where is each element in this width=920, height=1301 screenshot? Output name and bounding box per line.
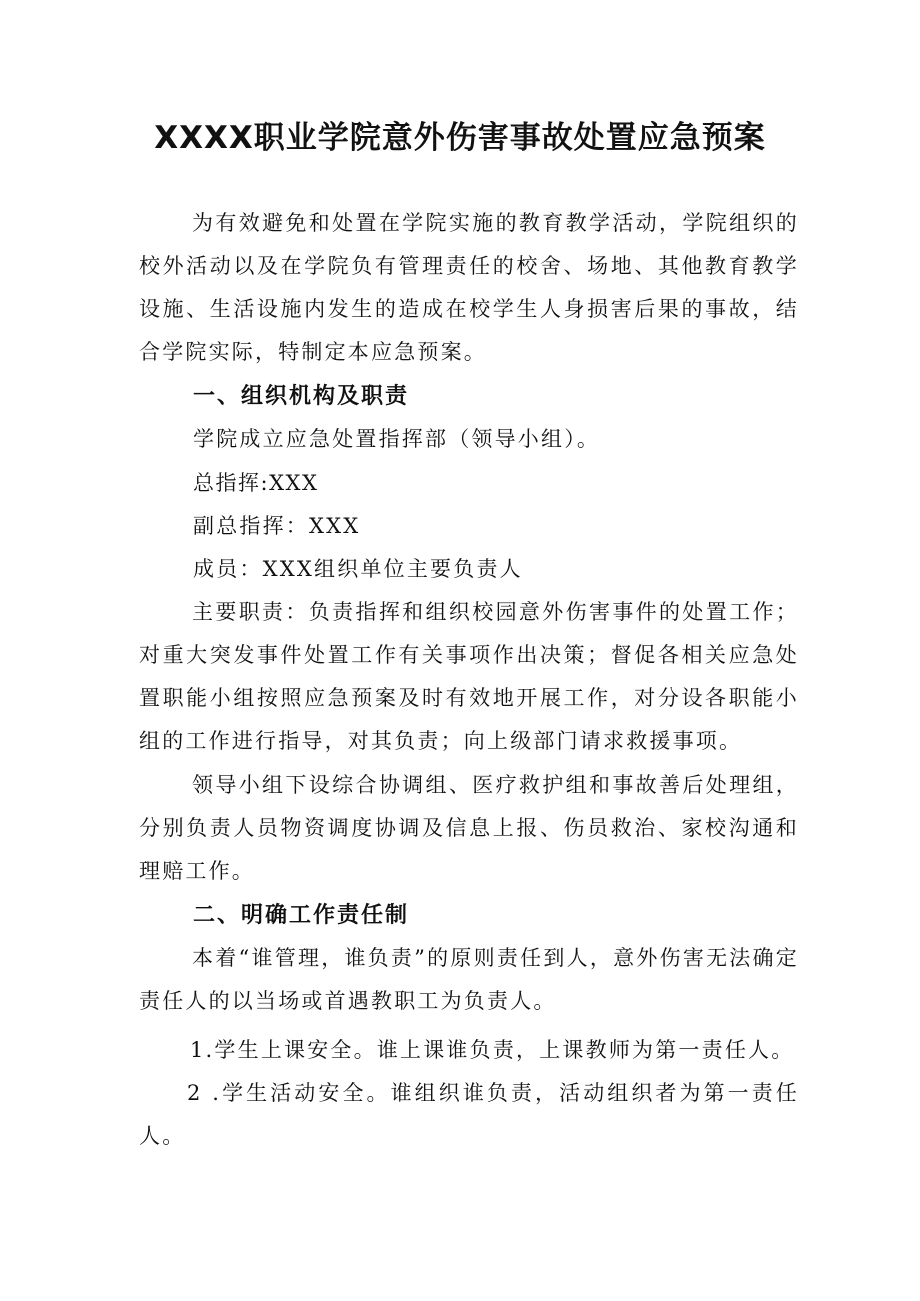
deputy-commander-line: 副总指挥：XXX [193,514,361,538]
document-title: XXXX职业学院意外伤害事故处置应急预案 [154,120,766,156]
list-item-class-safety: 1.学生上课安全。谁上课谁负责，上课教师为第一责任人。 [190,1038,795,1062]
duties-paragraph: 主要职责：负责指挥和组织校园意外伤害事件的处置工作；对重大突发事件处置工作有关事项作出决策；督促各相关应急处置职能小组按照应急预案及时有效地开展工作，对分设各职能小组的工作进行指导，对其负责；向上级部门请求救援事项。 [139,600,799,753]
groups-paragraph: 领导小组下设综合协调组、医疗救护组和事故善后处理组，分别负责人员物资调度协调及信息上报、伤员救治、家校沟通和理赔工作。 [139,773,799,883]
command-established-text: 学院成立应急处置指挥部（领导小组）。 [193,427,601,451]
section-heading-responsibility: 二、明确工作责任制 [193,903,410,928]
principle-paragraph: 本着“谁管理，谁负责”的原则责任到人，意外伤害无法确定责任人的以当场或首遇教职工为负责人。 [139,946,799,1013]
list-item-activity-safety: 2 .学生活动安全。谁组织谁负责，活动组织者为第一责任人。 [139,1081,799,1148]
members-line: 成员：XXX组织单位主要负责人 [193,557,523,581]
intro-paragraph: 为有效避免和处置在学院实施的教育教学活动，学院组织的校外活动以及在学院负有管理责任的校舍、场地、其他教育教学设施、生活设施内发生的造成在校学生人身损害后果的事故，结合学院实际，特制定本应急预案。 [139,211,799,364]
section-heading-organization: 一、组织机构及职责 [193,384,410,409]
commander-line: 总指挥:XXX [193,471,319,495]
